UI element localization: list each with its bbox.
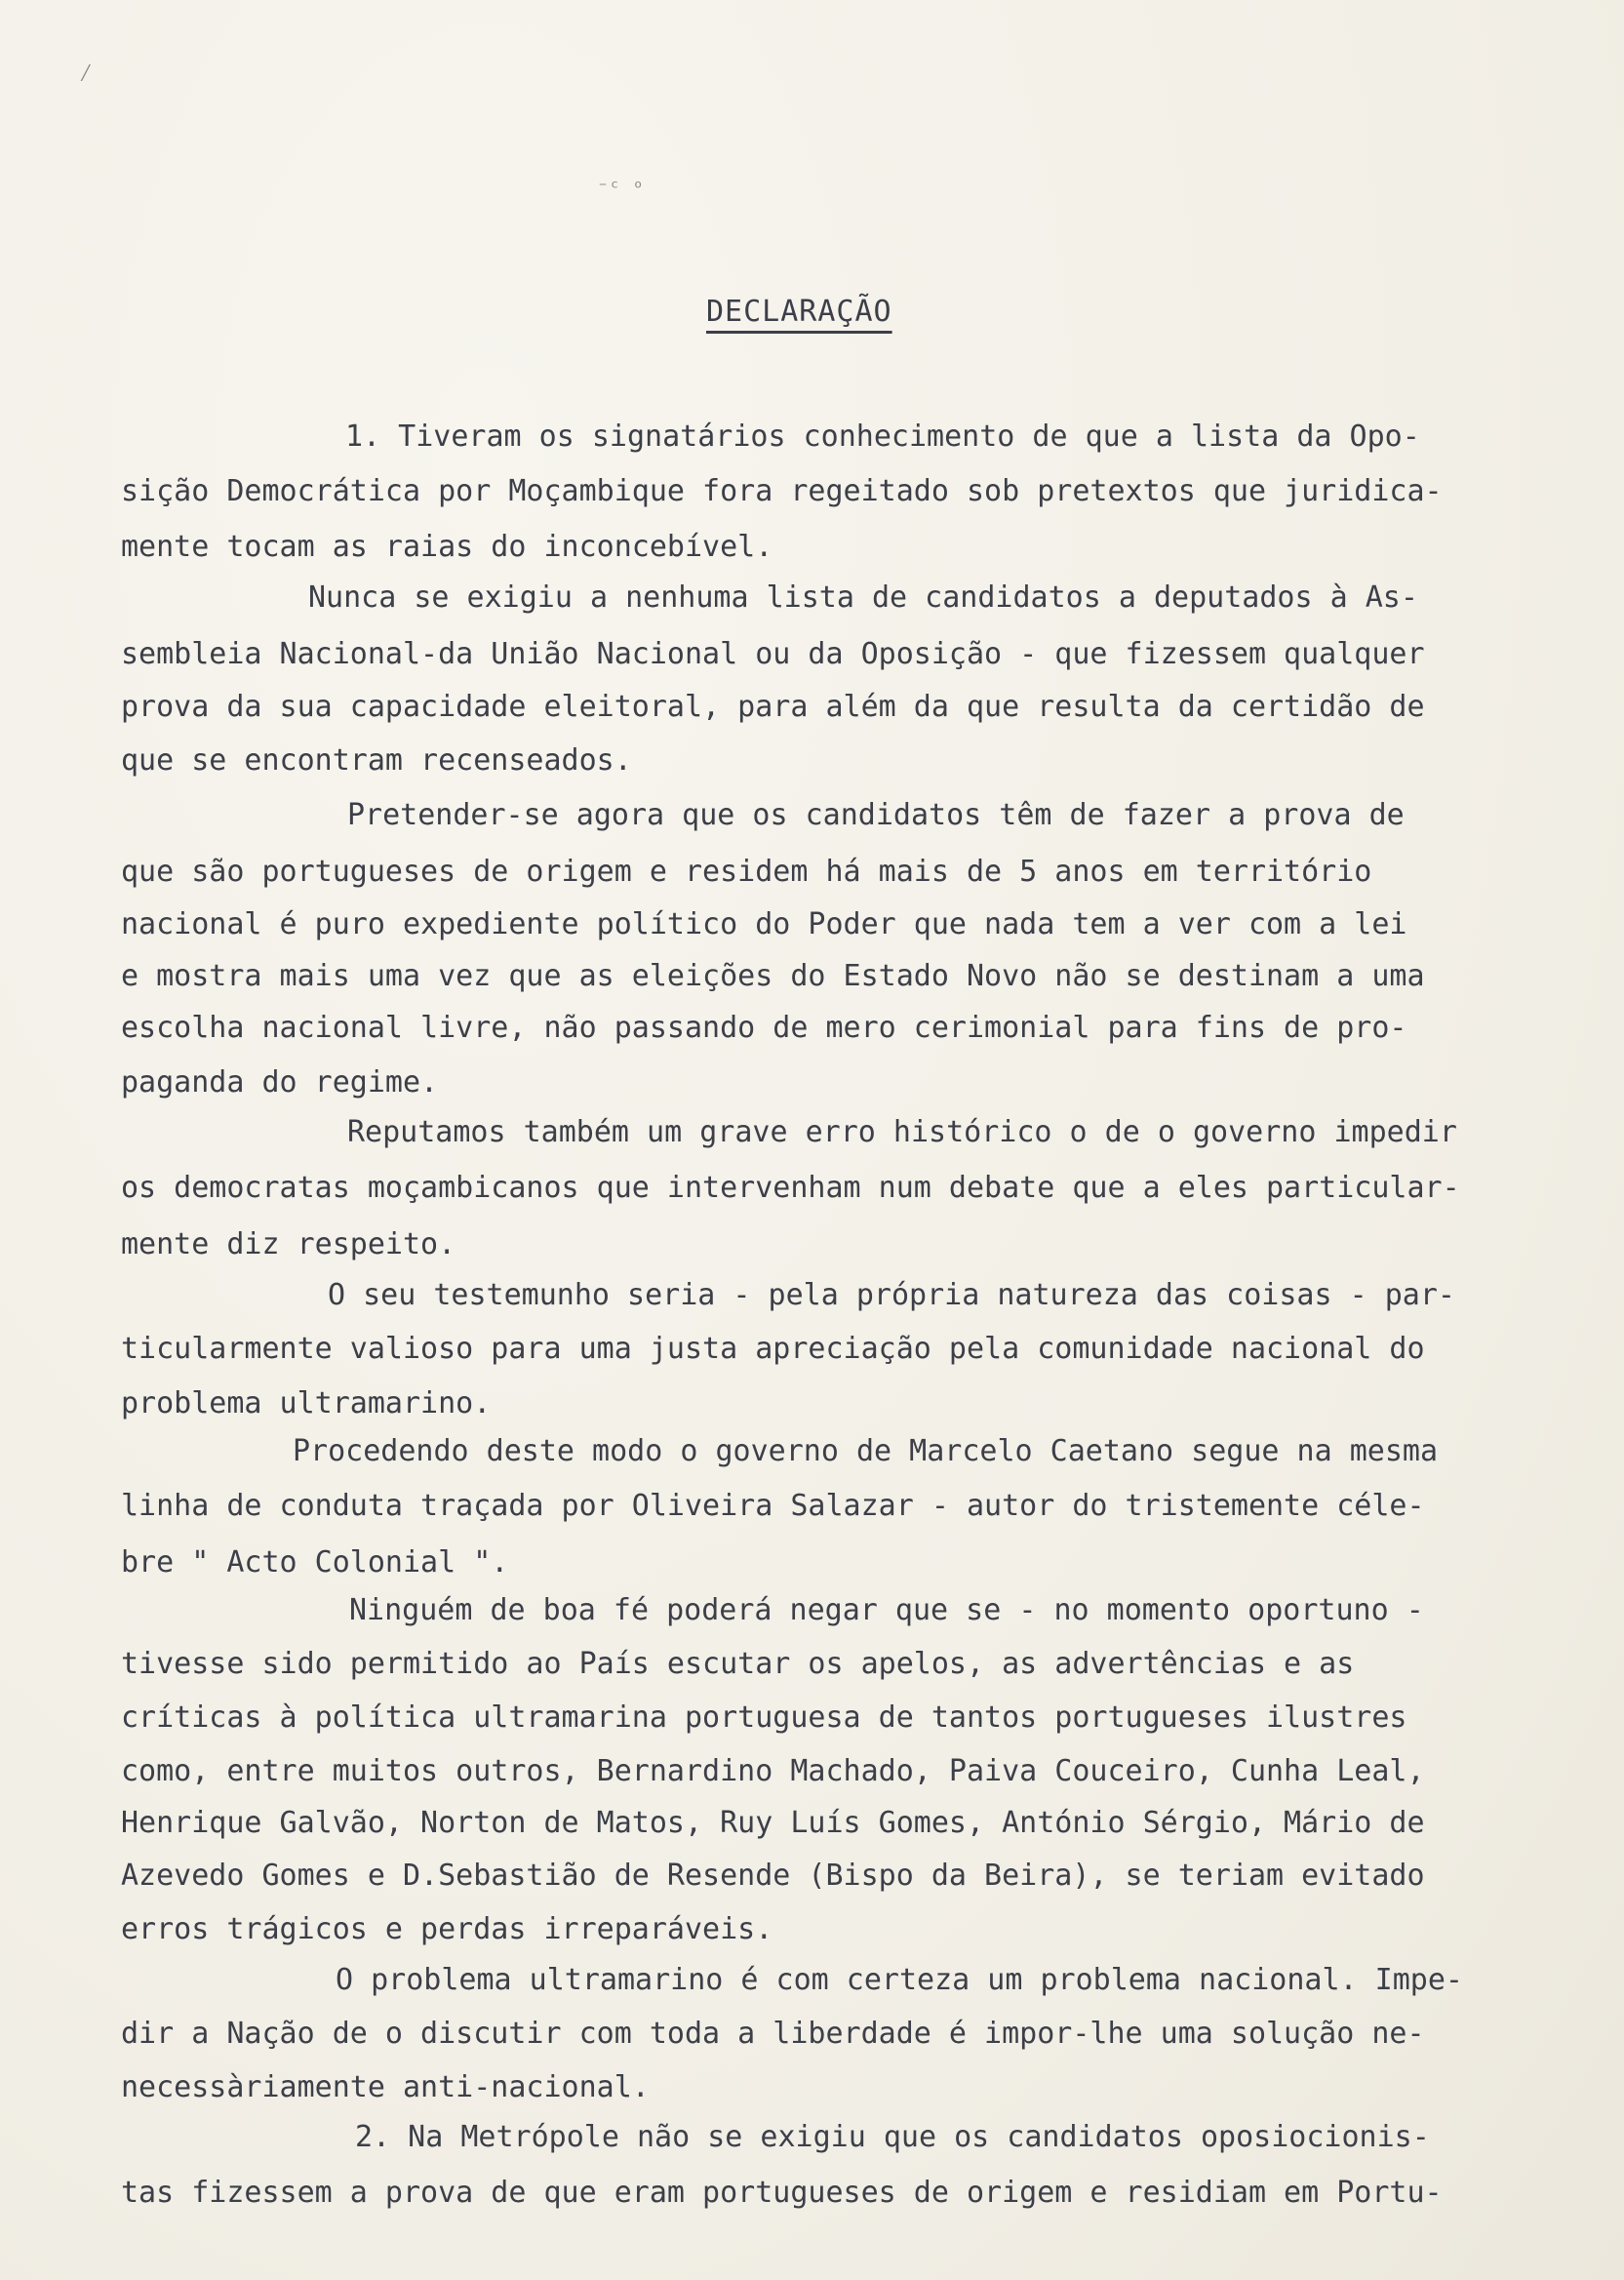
text-line: sição Democrática por Moçambique fora regeitado sob pretextos que juridica- (121, 474, 1443, 508)
text-line: Henrique Galvão, Norton de Matos, Ruy Luís Gomes, António Sérgio, Mário de (121, 1806, 1425, 1840)
faint-stamp-mark: ⁻ᶜ ᵒ (597, 176, 645, 199)
text-line: problema ultramarino. (121, 1386, 492, 1420)
text-line: Pretender-se agora que os candidatos têm de fazer a prova de (347, 798, 1405, 832)
text-line: os democratas moçambicanos que intervenham num debate que a eles particular- (121, 1171, 1460, 1205)
text-line: O seu testemunho seria - pela própria natureza das coisas - par- (328, 1278, 1455, 1312)
text-line: linha de conduta traçada por Oliveira Salazar - autor do tristemente céle- (121, 1489, 1425, 1523)
text-line: Azevedo Gomes e D.Sebastião de Resende (Bispo da Beira), se teriam evitado (121, 1859, 1425, 1893)
text-line: Procedendo deste modo o governo de Marcelo Caetano segue na mesma (293, 1434, 1438, 1468)
text-line: e mostra mais uma vez que as eleições do Estado Novo não se destinam a uma (121, 959, 1425, 993)
text-line: O problema ultramarino é com certeza um problema nacional. Impe- (336, 1963, 1463, 1997)
text-line: tas fizessem a prova de que eram portugueses de origem e residiam em Portu- (121, 2176, 1443, 2210)
text-line: bre " Acto Colonial ". (121, 1545, 509, 1580)
text-line: mente tocam as raias do inconcebível. (121, 530, 773, 564)
text-line: Nunca se exigiu a nenhuma lista de candidatos a deputados à As- (308, 580, 1418, 615)
document-title: DECLARAÇÃO (706, 295, 892, 329)
text-line: erros trágicos e perdas irreparáveis. (121, 1912, 773, 1946)
text-line: mente diz respeito. (121, 1227, 456, 1261)
text-line: dir a Nação de o discutir com toda a liberdade é impor-lhe uma solução ne- (121, 2017, 1425, 2051)
text-line: 1. Tiveram os signatários conhecimento de que a lista da Opo- (345, 420, 1420, 454)
text-line: Ninguém de boa fé poderá negar que se - no momento oportuno - (349, 1593, 1424, 1627)
text-line: 2. Na Metrópole não se exigiu que os candidatos oposiocionis- (355, 2120, 1430, 2154)
text-line: prova da sua capacidade eleitoral, para além da que resulta da certidão de (121, 690, 1425, 724)
text-line: que se encontram recenseados. (121, 743, 632, 778)
text-line: críticas à política ultramarina portuguesa de tantos portugueses ilustres (121, 1700, 1407, 1735)
text-line: sembleia Nacional-da União Nacional ou da Oposição - que fizessem qualquer (121, 637, 1425, 671)
text-line: Reputamos também um grave erro histórico o de o governo impedir (347, 1115, 1457, 1149)
text-line: nacional é puro expediente político do Poder que nada tem a ver com a lei (121, 907, 1407, 941)
text-line: escolha nacional livre, não passando de mero cerimonial para fins de pro- (121, 1011, 1407, 1045)
corner-pencil-mark: ⁄ (78, 59, 94, 88)
text-line: ticularmente valioso para uma justa apreciação pela comunidade nacional do (121, 1332, 1425, 1366)
text-line: paganda do regime. (121, 1065, 439, 1100)
text-line: tivesse sido permitido ao País escutar os apelos, as advertências e as (121, 1647, 1355, 1681)
text-line: como, entre muitos outros, Bernardino Machado, Paiva Couceiro, Cunha Leal, (121, 1754, 1425, 1788)
text-line: que são portugueses de origem e residem há mais de 5 anos em território (121, 855, 1372, 889)
text-line: necessàriamente anti-nacional. (121, 2070, 650, 2104)
